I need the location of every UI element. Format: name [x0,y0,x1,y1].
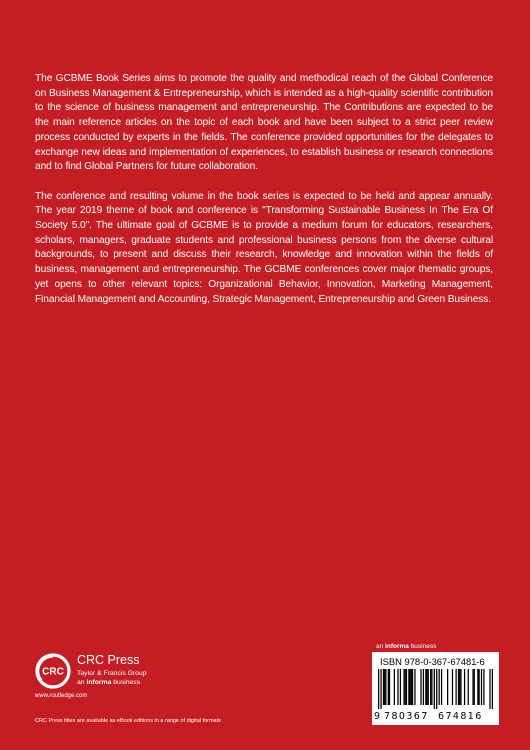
informa-bold: informa [86,679,112,686]
barcode-bar [468,669,469,705]
barcode-bar [420,669,421,705]
barcode-bar [394,669,395,705]
barcode-informa-bold: informa [385,643,409,650]
publisher-name: CRC Press [77,653,140,667]
ebook-availability-note: CRC Press titles are available as eBook editions in a range of digital formats [35,718,221,724]
barcode-digits-left: 780367 [384,711,429,722]
barcode-bar [378,669,379,709]
barcode-bar [426,669,427,705]
barcode-bar [478,669,479,705]
barcode-bar [380,669,381,709]
barcode-bar [481,669,482,705]
barcode-bar [452,669,453,705]
barcode-bar [447,669,448,705]
isbn-label: ISBN 978-0-367-67481-6 [380,656,485,667]
barcode-bar [439,669,440,705]
barcode-bar [459,669,460,705]
barcode-bar [425,669,426,705]
publisher-block [35,651,225,711]
barcode-bar [464,669,465,705]
barcode-bar [460,669,461,705]
barcode-bar [436,669,437,709]
barcode-bar [389,669,390,705]
informa-prefix: an [77,679,87,686]
barcode-informa-tagline [376,643,436,650]
barcode-bar [441,669,442,705]
barcode-bar [474,669,475,705]
description-paragraph-2: The conference and resulting volume in the book series is expected to be held and appear annually. The year 2019 theme of book and conference is "Transforming Sustainable Business In The Era Of Society 5.0". The ultimate goal of GCBME is to provide a medium forum for educators, researchers, scholars, managers, graduate students and professional business persons from the diverse cultural backgrounds, to present and discuss their research, knowledge and innovation within the fields of business, management and entrepreneurship. The GCBME conferences cover major thematic groups, yet opens to other relevant topics: Organizational Behavior, Innovation, Marketing Management, Financial Management and Accounting, Strategic Management, Entrepreneurship and Green Business. [35,190,493,305]
barcode-bar [430,669,431,705]
barcode-bar [483,669,484,705]
barcode-bar [411,669,412,705]
barcode-bar [383,669,384,705]
barcode-bar [434,669,435,709]
barcode-digits-right: 674816 [438,711,483,722]
isbn-barcode [372,652,499,725]
barcode-bar [400,669,401,705]
publisher-website: www.routledge.com [35,693,88,699]
barcode-bar [472,669,473,705]
crc-logo-icon [35,653,71,689]
crc-logo-text: CRC [42,666,64,678]
barcode-bar [385,669,386,705]
barcode-bar [406,669,407,705]
barcode-bar [409,669,410,705]
informa-suffix: business [111,679,141,686]
barcode-bar [397,669,398,705]
barcode-bar [428,669,429,705]
barcode-bar [431,669,432,705]
barcode-bar [384,669,385,705]
barcode-bar [403,669,404,705]
book-description [35,72,493,322]
barcode-bar [412,669,413,705]
barcode-bar [489,669,490,709]
publisher-group: Taylor & Francis Group [77,670,147,677]
barcode-bar [477,669,478,705]
description-paragraph-1: The GCBME Book Series aims to promote the quality and methodical reach of the Global Conference on Business Management & Entrepreneurship, which is intended as a high-quality scientific contribution to the science of business management and entrepreneurship. The Contributions are expected to be the main reference articles on the topic of each book and have been subject to a strict peer review process conducted by experts in the fields. The conference provided opportunities for the delegates to exchange new ideas and implementation of experiences, to establish business or research connections and to find Global Partners for future collaboration. [35,73,493,173]
barcode-bar [405,669,406,705]
barcode-bar [455,669,456,705]
barcode-bar [492,669,493,709]
barcode-bar [408,669,409,705]
barcode-bar [388,669,389,705]
barcode-bars-icon [378,669,493,709]
barcode-informa-prefix: an [376,643,386,650]
barcode-bar [414,669,415,705]
barcode-digit-first: 9 [374,711,381,722]
barcode-informa-suffix: business [408,643,437,650]
publisher-informa-tagline [77,679,140,686]
barcode-bar [458,669,459,705]
barcode-bar [423,669,424,705]
